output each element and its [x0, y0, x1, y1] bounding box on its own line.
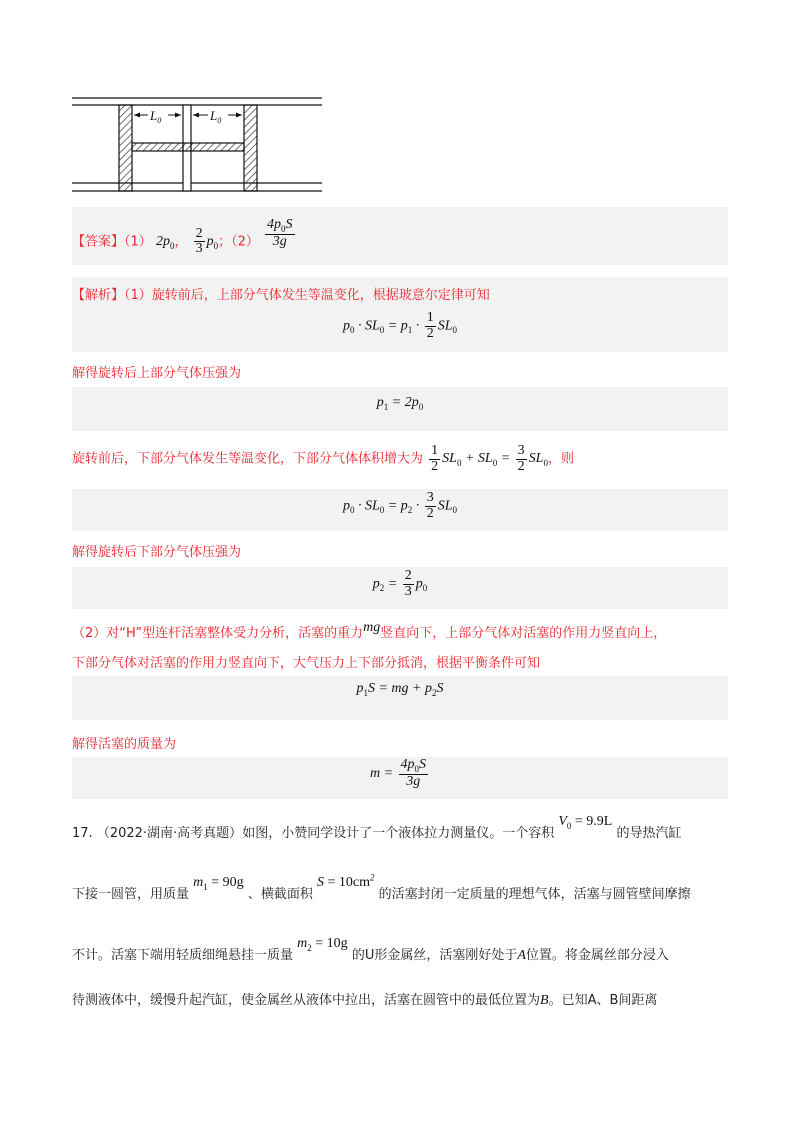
- problem-17-line-3: 不计。活塞下端用轻质细绳悬挂一质量 $m_2 = 10g$ 的U形金属丝，活塞刚好处于A位置。将金属丝部分浸入: [72, 936, 669, 963]
- answer-frac-4p0S-3g: $\frac{4p_0S}{3g}$: [267, 217, 293, 250]
- answer-frac-2-3: $\frac{2}{3}$: [195, 225, 203, 257]
- problem-17-line-2: 下接一圆管，用质量 $m_1 = 90g$ 、横截面积 $S = 10cm^2$ 的活塞封闭一定质量的理想气体，活塞与圆管壁间摩擦: [72, 872, 691, 902]
- left-wall: [119, 105, 132, 191]
- analysis-line-7: 解得活塞的质量为: [72, 737, 177, 752]
- answer-2p0: $2p_0$: [155, 234, 175, 252]
- equation-3: $p_0 \cdot SL_0 = p_2$ · $\frac{3}{2}$ $SL_0$: [342, 490, 458, 521]
- answer-tag: 【答案】: [72, 234, 125, 250]
- analysis-line-6: 下部分气体对活塞的作用力竖直向下，大气压力上下部分抵消，根据平衡条件可知: [72, 656, 541, 671]
- label-left-L0: $L_0$: [150, 108, 162, 125]
- problem-17-line-4: 待测液体中，缓慢升起汽缸，使金属丝从液体中拉出，活塞在圆管中的最低位置为B。已知A、B间距离: [72, 993, 658, 1008]
- analysis-tag: 【解析】: [72, 288, 125, 303]
- answer-line: 【答案】（1） $2p_0$， $\frac{2}{3}$ $p_0$；（2） $\frac{4p_0S}{3g}$: [72, 217, 293, 257]
- analysis-line-4: 解得旋转后下部分气体压强为: [72, 545, 242, 560]
- equation-2: $p_1 = 2p_0$: [376, 395, 424, 412]
- problem-source: （2022·湖南·高考真题）: [96, 826, 243, 841]
- analysis-line-5: （2）对“H”型连杆活塞整体受力分析，活塞的重力mg竖直向下，上部分气体对活塞的作用力竖直向上，: [72, 620, 667, 641]
- h-piston-diagram: [72, 94, 324, 198]
- equation-6: m = $\frac{4p_0S}{3g}$: [369, 757, 427, 790]
- analysis-line-3: 旋转前后，下部分气体发生等温变化，下部分气体体积增大为 $\frac{1}{2}$ $SL_0 + SL_0$ = $\frac{3}{2}$ $SL_0$，则: [72, 443, 574, 474]
- analysis-line-1: 【解析】（1）旋转前后，上部分气体发生等温变化，根据玻意尔定律可知: [72, 288, 490, 303]
- problem-number: 17.: [72, 826, 93, 841]
- label-right-L0: $L_0$: [210, 108, 222, 125]
- equation-5: $p_1S$ = mg + $p_2S$: [356, 681, 444, 698]
- analysis-line-2: 解得旋转后上部分气体压强为: [72, 366, 242, 381]
- right-wall: [244, 105, 257, 191]
- problem-17-line-1: 17. （2022·湖南·高考真题）如图，小赞同学设计了一个液体拉力测量仪。一个容积 $V_0 = 9.9L$ 的导热汽缸: [72, 814, 682, 841]
- equation-1: $p_0 \cdot SL_0 = p_1$ · $\frac{1}{2}$ $SL_0$: [342, 310, 458, 341]
- equation-4: $p_2$ = $\frac{2}{3}$ $p_0$: [372, 568, 428, 599]
